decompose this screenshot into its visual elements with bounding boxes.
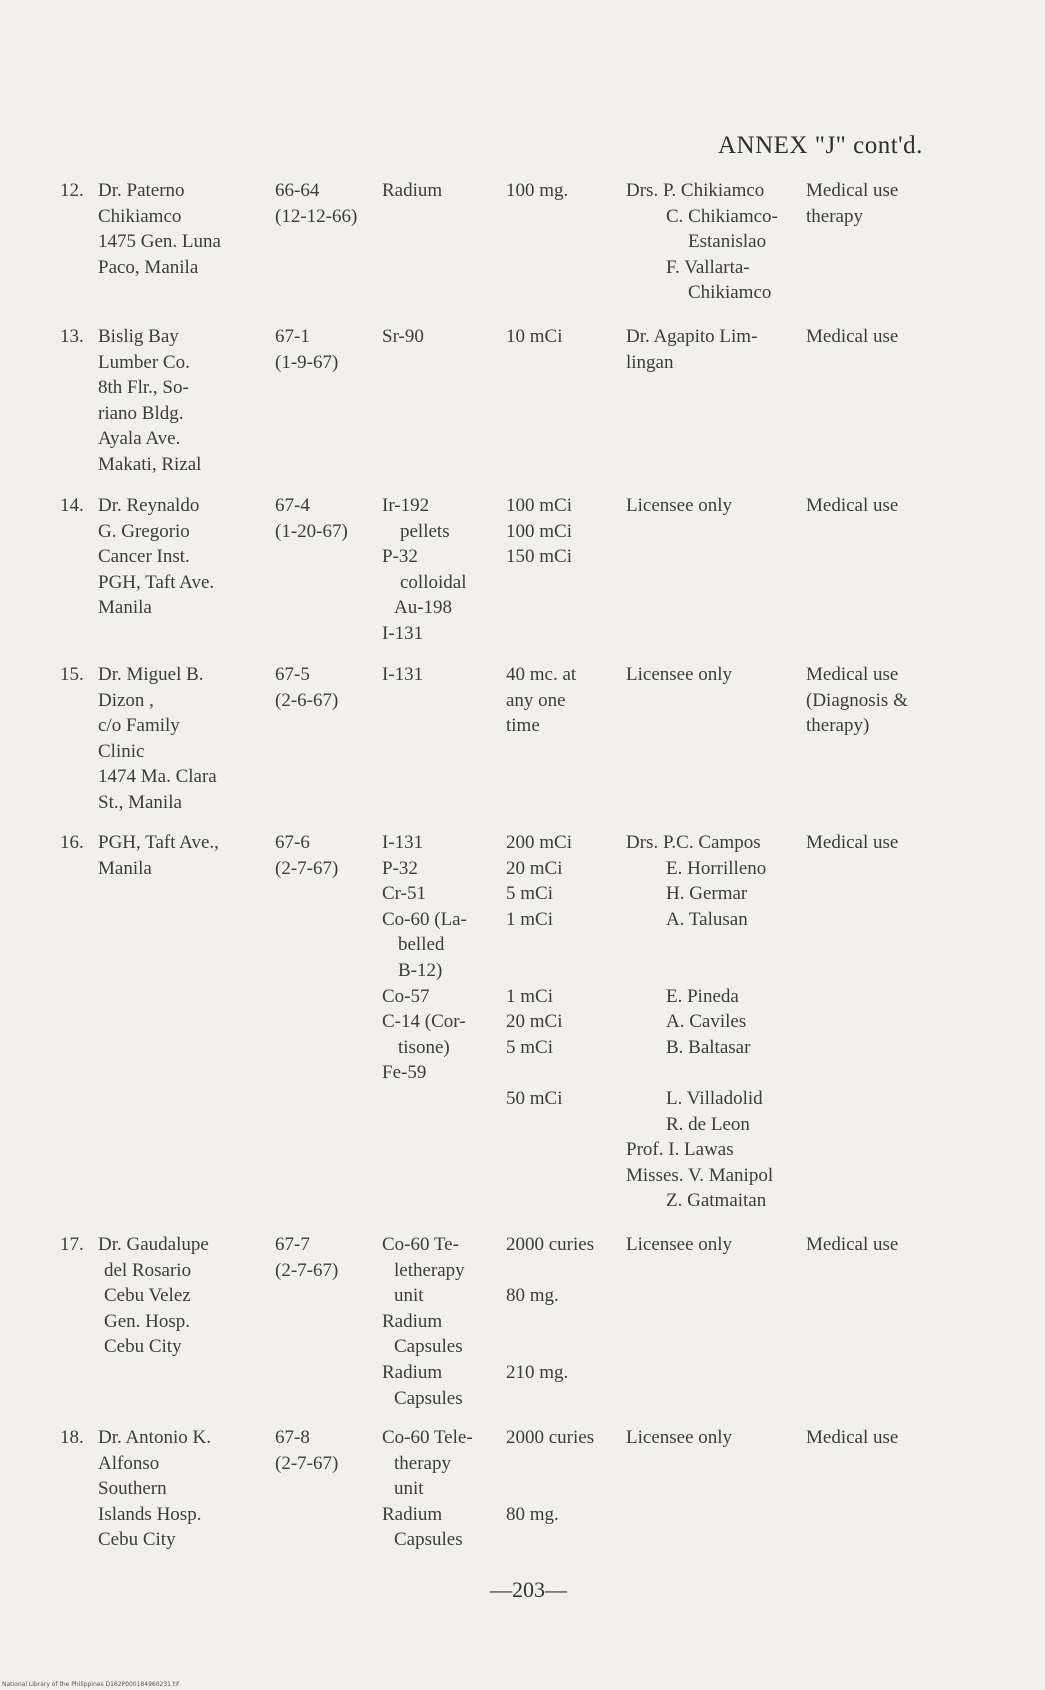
intended-use-line: Medical use — [806, 180, 899, 201]
license-number-line: (2-6-67) — [275, 689, 339, 711]
intended-use-cell — [806, 178, 941, 229]
isotope-cell — [382, 1425, 507, 1553]
quantity-line: 2000 curies — [506, 1427, 595, 1448]
isotope-line: Radium — [382, 1310, 443, 1332]
license-number-line: 67-8 — [275, 1427, 310, 1448]
isotope-line: pellets — [400, 520, 450, 542]
isotope-line: unit — [394, 1285, 424, 1307]
licensee-name-line: Bislig Bay — [98, 326, 179, 347]
isotope-line: I-131 — [382, 832, 424, 853]
intended-use-cell — [806, 1232, 941, 1258]
intended-use-line: therapy) — [806, 715, 870, 737]
license-number-cell — [275, 662, 375, 713]
entry-number-line: 14. — [60, 495, 84, 516]
authorized-users-line: Drs. P.C. Campos — [626, 832, 761, 853]
quantity-line: 100 mCi — [506, 520, 572, 542]
quantity-cell — [506, 1425, 626, 1527]
license-number-line: (2-7-67) — [275, 1452, 339, 1474]
entry-number-cell — [60, 178, 96, 204]
isotope-line: Capsules — [394, 1529, 463, 1551]
intended-use-line: therapy — [806, 205, 863, 227]
isotope-line: letherapy — [394, 1259, 465, 1281]
licensee-name-line: Dr. Reynaldo — [98, 495, 200, 516]
authorized-users-line: Z. Gatmaitan — [666, 1190, 767, 1212]
authorized-users-line — [626, 958, 806, 984]
licensee-name-line: 1475 Gen. Luna — [98, 231, 221, 253]
licensee-name-line: Chikiamco — [98, 205, 182, 227]
authorized-users-cell — [626, 1425, 806, 1451]
licensee-name-line: Cebu Velez — [104, 1285, 191, 1307]
licensee-name-line: Manila — [98, 597, 152, 619]
license-number-cell — [275, 324, 375, 375]
license-number-cell — [275, 1425, 375, 1476]
authorized-users-line: E. Pineda — [666, 985, 739, 1007]
isotope-line: Au-198 — [394, 597, 453, 619]
isotope-line: Radium — [382, 1503, 443, 1525]
authorized-users-line — [626, 1060, 806, 1086]
intended-use-line: Medical use — [806, 1427, 899, 1448]
authorized-users-line: Licensee only — [626, 664, 733, 685]
license-number-line: 67-4 — [275, 495, 310, 516]
licensee-name-line: Dr. Gaudalupe — [98, 1234, 209, 1255]
authorized-users-line: L. Villadolid — [666, 1087, 763, 1109]
annex-heading: ANNEX "J" cont'd. — [718, 132, 923, 159]
entry-number-cell — [60, 662, 96, 688]
quantity-line: 50 mCi — [506, 1087, 563, 1109]
authorized-users-line: E. Horrilleno — [666, 857, 767, 879]
licensee-name-cell — [98, 1232, 273, 1360]
quantity-line — [506, 1258, 626, 1284]
licensee-name-line: Islands Hosp. — [98, 1503, 202, 1525]
licensee-name-line: Cancer Inst. — [98, 546, 190, 568]
license-number-line: 67-6 — [275, 832, 310, 853]
entry-number-cell — [60, 1232, 96, 1258]
intended-use-line: Medical use — [806, 326, 899, 347]
licensee-name-line: Dr. Antonio K. — [98, 1427, 211, 1448]
quantity-line: 210 mg. — [506, 1361, 569, 1383]
isotope-line: Capsules — [394, 1387, 463, 1409]
isotope-line: Radium — [382, 1361, 443, 1383]
isotope-line: colloidal — [400, 571, 467, 593]
licensee-name-line: Dr. Miguel B. — [98, 664, 204, 685]
isotope-line: Capsules — [394, 1336, 463, 1358]
license-number-line: (2-7-67) — [275, 1259, 339, 1281]
authorized-users-line: H. Germar — [666, 883, 748, 905]
authorized-users-cell — [626, 1232, 806, 1258]
licensee-name-line: Lumber Co. — [98, 351, 190, 373]
license-number-line: (2-7-67) — [275, 857, 339, 879]
license-number-line: 67-7 — [275, 1234, 310, 1255]
quantity-line: 150 mCi — [506, 546, 572, 568]
quantity-line — [506, 1309, 626, 1335]
scan-imprint: National Library of the Philippines D162P000184960231.tif — [2, 1681, 180, 1688]
licensee-name-line: Alfonso — [98, 1452, 160, 1474]
isotope-line: P-32 — [382, 546, 418, 568]
quantity-line — [506, 932, 626, 958]
entry-number-line: 13. — [60, 326, 84, 347]
isotope-cell — [382, 662, 507, 688]
isotope-line: B-12) — [398, 959, 443, 981]
isotope-line: therapy — [394, 1452, 451, 1474]
authorized-users-line — [626, 932, 806, 958]
authorized-users-cell — [626, 178, 806, 306]
authorized-users-cell — [626, 493, 806, 519]
licensee-name-cell — [98, 178, 273, 280]
authorized-users-line: Licensee only — [626, 1234, 733, 1255]
licensee-name-line: G. Gregorio — [98, 520, 190, 542]
intended-use-cell — [806, 1425, 941, 1451]
licensee-name-cell — [98, 1425, 273, 1553]
quantity-line: 100 mg. — [506, 180, 569, 201]
isotope-line: Cr-51 — [382, 883, 426, 905]
quantity-line: 80 mg. — [506, 1285, 559, 1307]
quantity-line: 5 mCi — [506, 883, 553, 905]
isotope-line: Co-60 Te- — [382, 1234, 459, 1255]
isotope-line: Co-57 — [382, 985, 430, 1007]
quantity-cell — [506, 493, 626, 570]
intended-use-cell — [806, 493, 941, 519]
licensee-name-cell — [98, 662, 273, 816]
authorized-users-line: C. Chikiamco- — [666, 205, 778, 227]
isotope-line: unit — [394, 1478, 424, 1500]
isotope-line: Ir-192 — [382, 495, 430, 516]
intended-use-line: (Diagnosis & — [806, 689, 908, 711]
quantity-line: 200 mCi — [506, 832, 572, 853]
licensee-name-line: Cebu City — [98, 1529, 176, 1551]
license-number-cell — [275, 830, 375, 881]
intended-use-line: Medical use — [806, 495, 899, 516]
quantity-line: 10 mCi — [506, 326, 563, 347]
license-number-line: 67-1 — [275, 326, 310, 347]
authorized-users-line: A. Talusan — [666, 908, 748, 930]
quantity-cell — [506, 178, 626, 204]
isotope-line: Co-60 Tele- — [382, 1427, 473, 1448]
quantity-line: 1 mCi — [506, 908, 553, 930]
authorized-users-line: Dr. Agapito Lim- — [626, 326, 758, 347]
isotope-line: I-131 — [382, 664, 424, 685]
licensee-name-line: riano Bldg. — [98, 402, 184, 424]
quantity-line: 5 mCi — [506, 1036, 553, 1058]
licensee-name-cell — [98, 324, 273, 478]
intended-use-line: Medical use — [806, 1234, 899, 1255]
isotope-cell — [382, 324, 507, 350]
license-number-cell — [275, 493, 375, 544]
quantity-line: 2000 curies — [506, 1234, 595, 1255]
entry-number-line: 15. — [60, 664, 84, 685]
quantity-cell — [506, 324, 626, 350]
license-number-line: (12-12-66) — [275, 205, 358, 227]
quantity-line: 100 mCi — [506, 495, 572, 516]
authorized-users-line: Drs. P. Chikiamco — [626, 180, 765, 201]
licensee-name-line: Clinic — [98, 740, 145, 762]
authorized-users-line: Misses. V. Manipol — [626, 1164, 774, 1186]
entry-number-line: 12. — [60, 180, 84, 201]
entry-number-cell — [60, 830, 96, 856]
intended-use-line: Medical use — [806, 664, 899, 685]
licensee-name-line: Makati, Rizal — [98, 453, 202, 475]
quantity-line — [506, 958, 626, 984]
authorized-users-line: R. de Leon — [666, 1113, 750, 1135]
authorized-users-line: Prof. I. Lawas — [626, 1139, 734, 1161]
intended-use-cell — [806, 662, 941, 739]
quantity-line — [506, 1060, 626, 1086]
entry-number-line: 16. — [60, 832, 84, 853]
isotope-cell — [382, 1232, 507, 1411]
licensee-name-line: Cebu City — [104, 1336, 182, 1358]
isotope-line: Radium — [382, 180, 443, 201]
authorized-users-line: Chikiamco — [688, 282, 772, 304]
license-number-cell — [275, 178, 375, 229]
authorized-users-cell — [626, 830, 806, 1214]
entry-number-cell — [60, 493, 96, 519]
isotope-line: Fe-59 — [382, 1062, 427, 1084]
quantity-line — [506, 1451, 626, 1477]
licensee-name-line: Paco, Manila — [98, 256, 199, 278]
licensee-name-line: 8th Flr., So- — [98, 377, 189, 399]
quantity-line: 80 mg. — [506, 1503, 559, 1525]
quantity-line — [506, 1334, 626, 1360]
isotope-line: C-14 (Cor- — [382, 1011, 466, 1033]
isotope-line: tisone) — [398, 1036, 450, 1058]
licensee-name-line: c/o Family — [98, 715, 180, 737]
authorized-users-line: lingan — [626, 351, 674, 373]
authorized-users-line: Licensee only — [626, 495, 733, 516]
authorized-users-cell — [626, 662, 806, 688]
page-number: —203— — [490, 1577, 567, 1602]
authorized-users-line: Estanislao — [688, 231, 767, 253]
quantity-line: 1 mCi — [506, 985, 553, 1007]
license-number-cell — [275, 1232, 375, 1283]
licensee-name-line: Manila — [98, 857, 152, 879]
licensee-name-line: PGH, Taft Ave. — [98, 571, 215, 593]
authorized-users-cell — [626, 324, 806, 375]
quantity-line: 20 mCi — [506, 1011, 563, 1033]
licensee-name-line: Gen. Hosp. — [104, 1310, 191, 1332]
quantity-cell — [506, 662, 626, 739]
quantity-cell — [506, 1232, 626, 1386]
entry-number-cell — [60, 324, 96, 350]
licensee-name-line: Dr. Paterno — [98, 180, 185, 201]
entry-number-cell — [60, 1425, 96, 1451]
intended-use-line: Medical use — [806, 832, 899, 853]
intended-use-cell — [806, 830, 941, 856]
licensee-name-line: Dizon , — [98, 689, 154, 711]
isotope-line: belled — [398, 934, 445, 956]
license-number-line: (1-20-67) — [275, 520, 348, 542]
quantity-line — [506, 1476, 626, 1502]
licensee-name-cell — [98, 830, 273, 881]
isotope-line: P-32 — [382, 857, 418, 879]
isotope-line: I-131 — [382, 622, 424, 644]
quantity-line: time — [506, 715, 540, 737]
license-number-line: 67-5 — [275, 664, 310, 685]
entry-number-line: 18. — [60, 1427, 84, 1448]
quantity-line: any one — [506, 689, 566, 711]
isotope-line: Co-60 (La- — [382, 908, 467, 930]
isotope-line: Sr-90 — [382, 326, 424, 347]
licensee-name-line: Ayala Ave. — [98, 428, 181, 450]
isotope-cell — [382, 830, 507, 1086]
licensee-name-line: St., Manila — [98, 791, 182, 813]
intended-use-cell — [806, 324, 941, 350]
quantity-line: 40 mc. at — [506, 664, 577, 685]
authorized-users-line: Licensee only — [626, 1427, 733, 1448]
authorized-users-line: F. Vallarta- — [666, 256, 750, 278]
licensee-name-line: del Rosario — [104, 1259, 192, 1281]
quantity-cell — [506, 830, 626, 1112]
isotope-cell — [382, 493, 507, 647]
license-number-line: 66-64 — [275, 180, 320, 201]
authorized-users-line: B. Baltasar — [666, 1036, 751, 1058]
licensee-name-line: PGH, Taft Ave., — [98, 832, 219, 853]
authorized-users-line: A. Caviles — [666, 1011, 747, 1033]
licensee-name-cell — [98, 493, 273, 621]
quantity-line: 20 mCi — [506, 857, 563, 879]
isotope-cell — [382, 178, 507, 204]
entry-number-line: 17. — [60, 1234, 84, 1255]
license-number-line: (1-9-67) — [275, 351, 339, 373]
licensee-name-line: 1474 Ma. Clara — [98, 766, 217, 788]
licensee-name-line: Southern — [98, 1478, 167, 1500]
